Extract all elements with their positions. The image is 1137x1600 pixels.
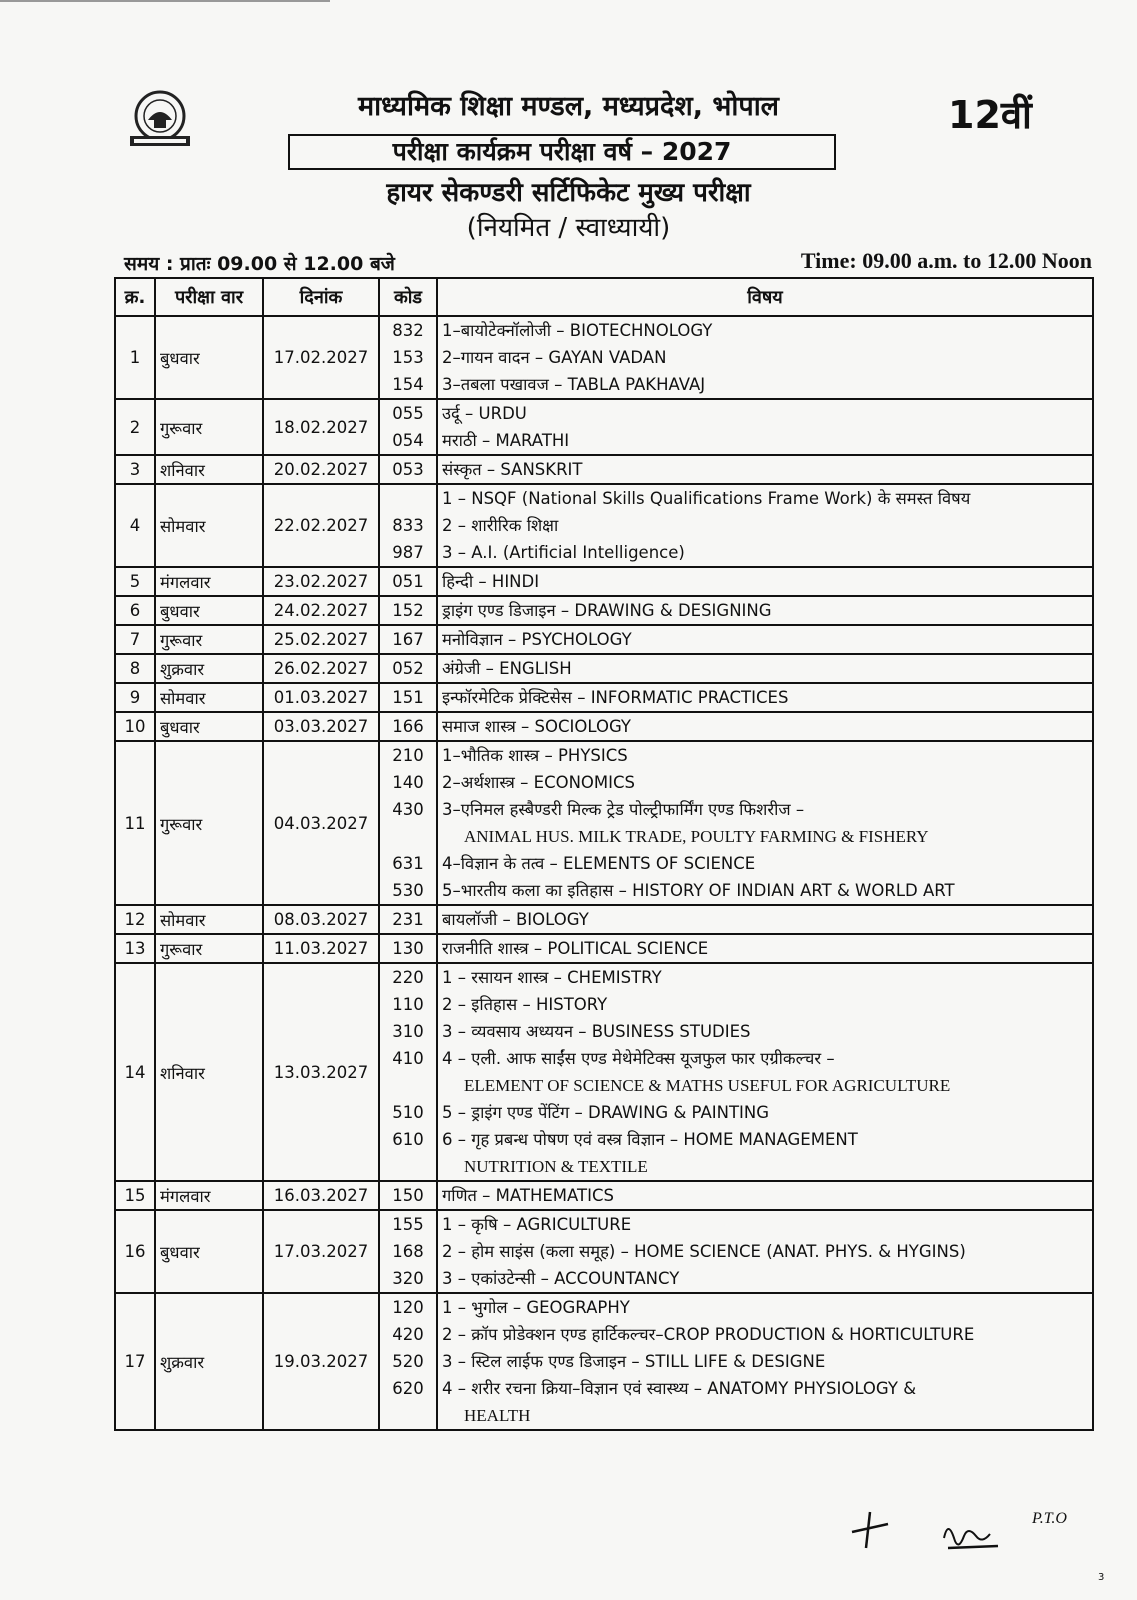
row-serial: 3 — [115, 455, 155, 484]
subject-name: 3 – व्यवसाय अध्ययन – BUSINESS STUDIES — [442, 1022, 751, 1041]
row-date: 20.02.2027 — [263, 455, 379, 484]
header-subject: विषय — [437, 278, 1093, 316]
subject-code: 052 — [392, 659, 424, 678]
subject-name: अंग्रेजी – ENGLISH — [442, 659, 572, 678]
row-codes — [379, 596, 437, 625]
subject-code: 168 — [392, 1242, 424, 1261]
subject-code: 153 — [392, 348, 424, 367]
page-number: 3 — [1098, 1572, 1105, 1583]
row-day: बुधवार — [155, 1210, 263, 1293]
scan-edge — [0, 0, 330, 2]
subject-code: 631 — [392, 854, 424, 873]
subject-name: 2 – शारीरिक शिक्षा — [442, 516, 559, 535]
time-english: Time: 09.00 a.m. to 12.00 Noon — [800, 248, 1092, 273]
row-date: 01.03.2027 — [263, 683, 379, 712]
row-day: गुरूवार — [155, 741, 263, 905]
subject-name: 4 – एली. आफ साईंस एण्ड मेथेमेटिक्स यूजफुल फार एग्रीकल्चर – — [442, 1049, 835, 1068]
subject-code: 055 — [392, 404, 424, 423]
row-serial: 1 — [115, 316, 155, 399]
table-body — [115, 316, 1093, 1430]
table-row — [115, 625, 1093, 654]
row-codes — [379, 712, 437, 741]
row-codes — [379, 963, 437, 1181]
subject-name: 1–बायोटेक्नॉलोजी – BIOTECHNOLOGY — [442, 321, 713, 340]
subject-name: 1 – रसायन शास्त्र – CHEMISTRY — [442, 968, 662, 987]
subject-name: 4 – शरीर रचना क्रिया–विज्ञान एवं स्वास्थ्य – ANATOMY PHYSIOLOGY & — [442, 1379, 917, 1398]
table-row — [115, 1293, 1093, 1430]
subject-name: ANIMAL HUS. MILK TRADE, POULTY FARMING & FISHERY — [464, 827, 929, 846]
subject-name: संस्कृत – SANSKRIT — [442, 460, 583, 479]
table-row — [115, 484, 1093, 567]
subject-code: 231 — [392, 910, 424, 929]
row-day: गुरूवार — [155, 399, 263, 455]
subject-code: 987 — [392, 543, 424, 562]
subject-code: 154 — [392, 375, 424, 394]
subject-name: 3 – स्टिल लाईफ एण्ड डिजाइन – STILL LIFE & DESIGNE — [442, 1352, 826, 1371]
exam-name: हायर सेकण्डरी सर्टिफिकेट मुख्य परीक्षा — [386, 178, 751, 208]
subject-name: 5 – ड्राइंग एण्ड पेंटिंग – DRAWING & PAINTING — [442, 1103, 770, 1122]
row-serial: 8 — [115, 654, 155, 683]
row-serial: 15 — [115, 1181, 155, 1210]
row-subjects — [437, 316, 1093, 399]
subject-code: 140 — [392, 773, 424, 792]
subject-code — [384, 485, 432, 512]
table-row — [115, 596, 1093, 625]
row-codes — [379, 567, 437, 596]
subject-name: NUTRITION & TEXTILE — [464, 1157, 648, 1176]
table-row — [115, 741, 1093, 905]
row-subjects — [437, 567, 1093, 596]
subject-name: 5–भारतीय कला का इतिहास – HISTORY OF INDIAN ART & WORLD ART — [442, 881, 955, 900]
subject-name: 1 – भुगोल – GEOGRAPHY — [442, 1298, 630, 1317]
subject-name: 2 – क्रॉप प्रोडेक्शन एण्ड हार्टिकल्चर–CROP PRODUCTION & HORTICULTURE — [442, 1325, 975, 1344]
table-row — [115, 1181, 1093, 1210]
subject-code: 167 — [392, 630, 424, 649]
row-subjects — [437, 712, 1093, 741]
row-date: 24.02.2027 — [263, 596, 379, 625]
row-date: 16.03.2027 — [263, 1181, 379, 1210]
subject-name: मनोविज्ञान – PSYCHOLOGY — [442, 630, 632, 649]
schedule-title: परीक्षा कार्यक्रम परीक्षा वर्ष – 2027 — [288, 134, 836, 170]
table-header-row — [115, 278, 1093, 316]
row-day: मंगलवार — [155, 567, 263, 596]
header-date: दिनांक — [263, 278, 379, 316]
row-date: 18.02.2027 — [263, 399, 379, 455]
subject-name: राजनीति शास्त्र – POLITICAL SCIENCE — [442, 939, 709, 958]
row-date: 19.03.2027 — [263, 1293, 379, 1430]
subject-code: 150 — [392, 1186, 424, 1205]
subject-code — [384, 1072, 432, 1099]
row-subjects — [437, 1181, 1093, 1210]
table-row — [115, 567, 1093, 596]
row-subjects — [437, 683, 1093, 712]
subject-name: 1 – कृषि – AGRICULTURE — [442, 1215, 632, 1234]
row-codes — [379, 455, 437, 484]
row-codes — [379, 934, 437, 963]
row-day: शुक्रवार — [155, 1293, 263, 1430]
table-row — [115, 683, 1093, 712]
row-serial: 7 — [115, 625, 155, 654]
row-codes — [379, 399, 437, 455]
subject-name: हिन्दी – HINDI — [442, 572, 540, 591]
subject-name: 2 – होम साइंस (कला समूह) – HOME SCIENCE (ANAT. PHYS. & HYGINS) — [442, 1242, 966, 1261]
row-day: गुरूवार — [155, 934, 263, 963]
subject-name: 2–अर्थशास्त्र – ECONOMICS — [442, 773, 636, 792]
row-codes — [379, 316, 437, 399]
row-date: 08.03.2027 — [263, 905, 379, 934]
subject-name: ELEMENT OF SCIENCE & MATHS USEFUL FOR AGRICULTURE — [464, 1076, 951, 1095]
subject-code: 210 — [392, 746, 424, 765]
table-row — [115, 399, 1093, 455]
subject-code: 220 — [392, 968, 424, 987]
row-subjects — [437, 625, 1093, 654]
row-serial: 13 — [115, 934, 155, 963]
row-serial: 17 — [115, 1293, 155, 1430]
subject-code: 832 — [392, 321, 424, 340]
row-date: 03.03.2027 — [263, 712, 379, 741]
subject-name: उर्दू – URDU — [442, 404, 527, 423]
subject-code: 510 — [392, 1103, 424, 1122]
row-date: 17.03.2027 — [263, 1210, 379, 1293]
row-subjects — [437, 399, 1093, 455]
time-hindi: समय : प्रातः 09.00 से 12.00 बजे — [124, 253, 395, 275]
row-serial: 10 — [115, 712, 155, 741]
subject-name: बायलॉजी – BIOLOGY — [442, 910, 589, 929]
subject-name: 2 – इतिहास – HISTORY — [442, 995, 608, 1014]
subject-code — [384, 823, 432, 850]
row-day: सोमवार — [155, 683, 263, 712]
subject-name: 1 – NSQF (National Skills Qualifications Frame Work) के समस्त विषय — [442, 489, 971, 508]
row-subjects — [437, 484, 1093, 567]
row-codes — [379, 484, 437, 567]
row-serial: 16 — [115, 1210, 155, 1293]
row-serial: 11 — [115, 741, 155, 905]
subject-name: ड्राइंग एण्ड डिजाइन – DRAWING & DESIGNING — [442, 601, 772, 620]
subject-code: 166 — [392, 717, 424, 736]
subject-code: 120 — [392, 1298, 424, 1317]
subject-code: 310 — [392, 1022, 424, 1041]
row-date: 11.03.2027 — [263, 934, 379, 963]
subject-code: 130 — [392, 939, 424, 958]
subject-code: 610 — [392, 1130, 424, 1149]
header-code: कोड — [379, 278, 437, 316]
subject-code: 152 — [392, 601, 424, 620]
row-subjects — [437, 1210, 1093, 1293]
subject-name: 3 – A.I. (Artificial Intelligence) — [442, 543, 685, 562]
header-sn: क्र. — [115, 278, 155, 316]
row-serial: 5 — [115, 567, 155, 596]
row-day: सोमवार — [155, 484, 263, 567]
subject-name: 4–विज्ञान के तत्व – ELEMENTS OF SCIENCE — [442, 854, 756, 873]
table-row — [115, 934, 1093, 963]
row-codes — [379, 625, 437, 654]
row-day: शुक्रवार — [155, 654, 263, 683]
row-day: गुरूवार — [155, 625, 263, 654]
subject-name: 3–तबला पखावज – TABLA PAKHAVAJ — [442, 375, 706, 394]
row-codes — [379, 1181, 437, 1210]
subject-code: 410 — [392, 1049, 424, 1068]
row-subjects — [437, 963, 1093, 1181]
subject-name: समाज शास्त्र – SOCIOLOGY — [442, 717, 632, 736]
row-codes — [379, 1210, 437, 1293]
row-serial: 14 — [115, 963, 155, 1181]
subject-code: 530 — [392, 881, 424, 900]
subject-code: 430 — [392, 800, 424, 819]
subject-name: मराठी – MARATHI — [442, 431, 570, 450]
table-row — [115, 1210, 1093, 1293]
row-subjects — [437, 934, 1093, 963]
exam-schedule-table — [114, 277, 1094, 1431]
row-day: शनिवार — [155, 455, 263, 484]
board-name: माध्यमिक शिक्षा मण्डल, मध्यप्रदेश, भोपाल — [358, 91, 779, 122]
row-codes — [379, 905, 437, 934]
subject-name: HEALTH — [464, 1406, 531, 1425]
subject-code: 051 — [392, 572, 424, 591]
row-subjects — [437, 455, 1093, 484]
row-date: 23.02.2027 — [263, 567, 379, 596]
header-day: परीक्षा वार — [155, 278, 263, 316]
subject-code: 110 — [392, 995, 424, 1014]
row-date: 22.02.2027 — [263, 484, 379, 567]
row-date: 26.02.2027 — [263, 654, 379, 683]
row-date: 13.03.2027 — [263, 963, 379, 1181]
subject-code — [384, 1153, 432, 1180]
row-serial: 9 — [115, 683, 155, 712]
subject-name: 3–एनिमल हस्बैण्डरी मिल्क ट्रेड पोल्ट्रीफार्मिंग एण्ड फिशरीज – — [442, 800, 805, 819]
subject-name: 1–भौतिक शास्त्र – PHYSICS — [442, 746, 628, 765]
row-codes — [379, 741, 437, 905]
row-date: 25.02.2027 — [263, 625, 379, 654]
table-row — [115, 654, 1093, 683]
row-subjects — [437, 741, 1093, 905]
row-day: शनिवार — [155, 963, 263, 1181]
row-subjects — [437, 596, 1093, 625]
subject-code: 054 — [392, 431, 424, 450]
table-row — [115, 712, 1093, 741]
row-date: 17.02.2027 — [263, 316, 379, 399]
row-day: बुधवार — [155, 712, 263, 741]
subject-code: 620 — [392, 1379, 424, 1398]
row-day: बुधवार — [155, 316, 263, 399]
row-codes — [379, 654, 437, 683]
table-row — [115, 905, 1093, 934]
subject-code: 320 — [392, 1269, 424, 1288]
subject-code: 053 — [392, 460, 424, 479]
row-serial: 12 — [115, 905, 155, 934]
row-subjects — [437, 905, 1093, 934]
table-row — [115, 316, 1093, 399]
subject-code: 833 — [392, 516, 424, 535]
row-codes — [379, 683, 437, 712]
row-serial: 6 — [115, 596, 155, 625]
subject-name: गणित – MATHEMATICS — [442, 1186, 614, 1205]
row-codes — [379, 1293, 437, 1430]
row-day: बुधवार — [155, 596, 263, 625]
row-day: मंगलवार — [155, 1181, 263, 1210]
subject-name: 3 – एकांउटेन्सी – ACCOUNTANCY — [442, 1269, 680, 1288]
row-subjects — [437, 654, 1093, 683]
row-serial: 4 — [115, 484, 155, 567]
subject-code: 155 — [392, 1215, 424, 1234]
table-row — [115, 455, 1093, 484]
exam-mode: (नियमित / स्वाध्यायी) — [466, 213, 671, 243]
row-day: सोमवार — [155, 905, 263, 934]
pto-note: P.T.O — [1032, 1510, 1067, 1527]
subject-name: इन्फॉरमेटिक प्रेक्टिसेस – INFORMATIC PRACTICES — [442, 688, 789, 707]
subject-code: 520 — [392, 1352, 424, 1371]
row-serial: 2 — [115, 399, 155, 455]
row-subjects — [437, 1293, 1093, 1430]
class-badge: 12वीं — [948, 93, 1032, 137]
subject-name: 2–गायन वादन – GAYAN VADAN — [442, 348, 667, 367]
subject-code: 151 — [392, 688, 424, 707]
table-row — [115, 963, 1093, 1181]
subject-code — [384, 1402, 432, 1429]
row-date: 04.03.2027 — [263, 741, 379, 905]
subject-code: 420 — [392, 1325, 424, 1344]
subject-name: 6 – गृह प्रबन्ध पोषण एवं वस्त्र विज्ञान – HOME MANAGEMENT — [442, 1130, 858, 1149]
